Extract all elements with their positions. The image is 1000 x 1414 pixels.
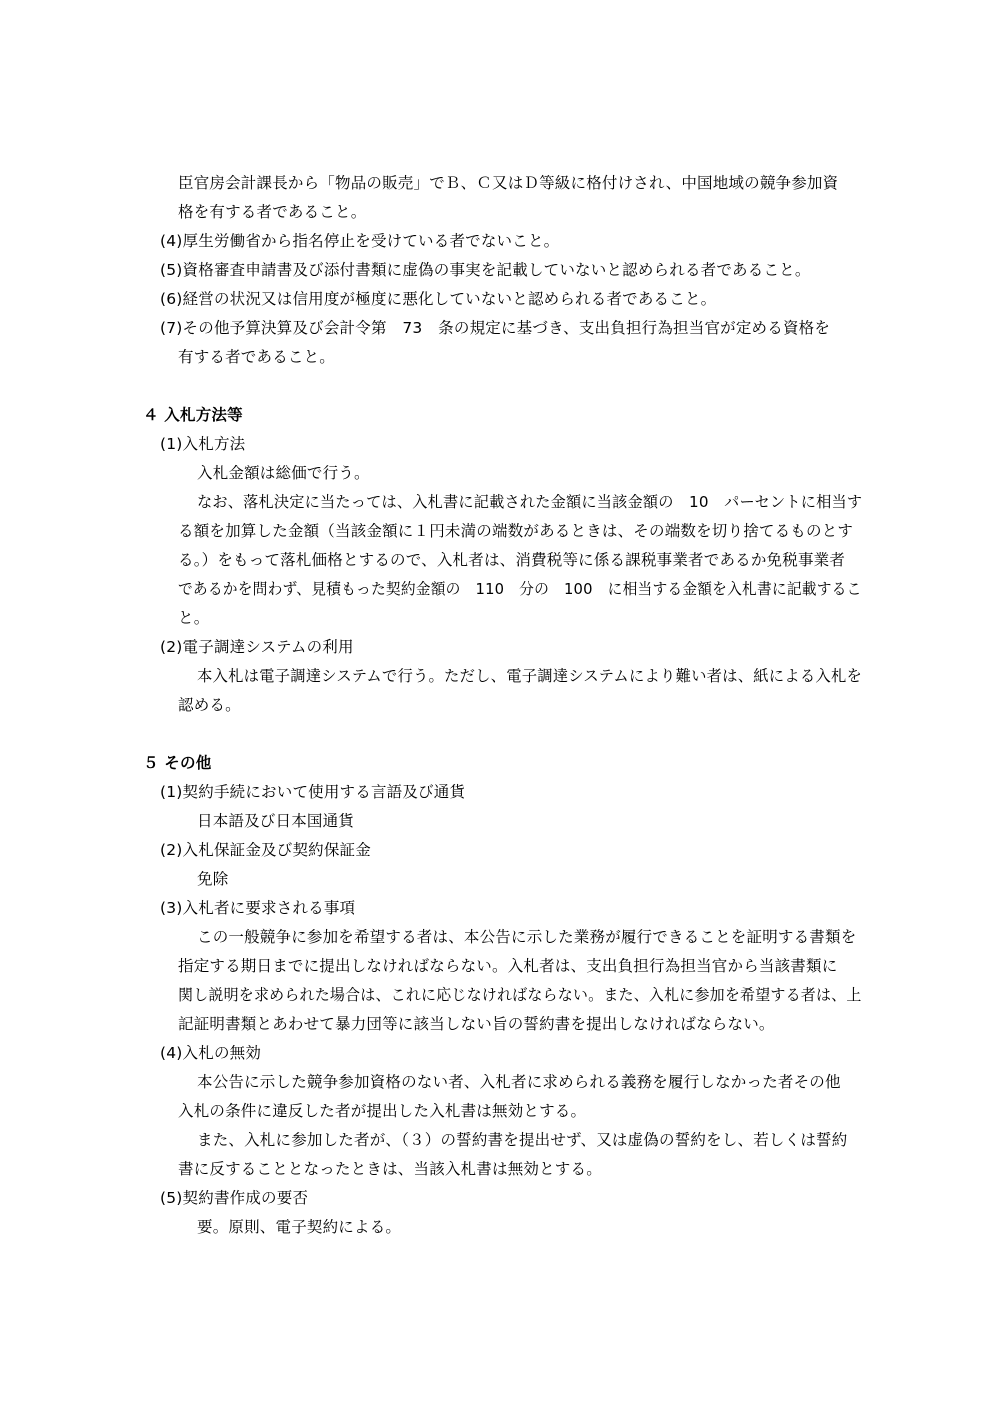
text-line: 認める。 bbox=[178, 696, 241, 714]
subsection-title: (1)契約手続において使用する言語及び通貨 bbox=[160, 783, 466, 801]
text-line: 要。原則、電子契約による。 bbox=[197, 1218, 402, 1236]
text-line: 記証明書類とあわせて暴力団等に該当しない旨の誓約書を提出しなければならない。 bbox=[178, 1015, 775, 1033]
section-heading: ４ 入札方法等 bbox=[143, 406, 243, 424]
text-line: る。）をもって落札価格とするので、入札者は、消費税等に係る課税事業者であるか免税事業者 bbox=[178, 551, 846, 569]
text-line: なお、落札決定に当たっては、入札書に記載された金額に当該金額の 10 パーセントに相当す bbox=[197, 493, 863, 511]
subsection-title: (5)契約書作成の要否 bbox=[160, 1189, 309, 1207]
subsection-title: (2)電子調達システムの利用 bbox=[160, 638, 354, 656]
text-line: 免除 bbox=[197, 870, 229, 888]
text-line: 本公告に示した競争参加資格のない者、入札者に求められる義務を履行しなかった者その他 bbox=[197, 1073, 841, 1091]
subsection-title: (3)入札者に要求される事項 bbox=[160, 899, 356, 917]
subsection-title: (2)入札保証金及び契約保証金 bbox=[160, 841, 371, 859]
text-line: 臣官房会計課長から「物品の販売」でＢ、Ｃ又はＤ等級に格付けされ、中国地域の競争参加資 bbox=[178, 174, 839, 192]
text-line: 格を有する者であること。 bbox=[178, 203, 367, 221]
text-line: 入札の条件に違反した者が提出した入札書は無効とする。 bbox=[178, 1102, 587, 1120]
section-heading: ５ その他 bbox=[143, 754, 212, 772]
text-line: この一般競争に参加を希望する者は、本公告に示した業務が履行できることを証明する書類を bbox=[197, 928, 857, 946]
subsection-title: (4)入札の無効 bbox=[160, 1044, 262, 1062]
list-item: (5)資格審査申請書及び添付書類に虚偽の事実を記載していないと認められる者であること。 bbox=[160, 261, 811, 279]
text-line: また、入札に参加した者が、（３）の誓約書を提出せず、又は虚偽の誓約をし、若しくは誓約 bbox=[197, 1131, 848, 1149]
list-item: (4)厚生労働省から指名停止を受けている者でないこと。 bbox=[160, 232, 560, 250]
text-line: 指定する期日までに提出しなければならない。入札者は、支出負担行為担当官から当該書類に bbox=[178, 957, 838, 975]
subsection-title: (1)入札方法 bbox=[160, 435, 246, 453]
text-line: 書に反することとなったときは、当該入札書は無効とする。 bbox=[178, 1160, 602, 1178]
text-line: 有する者であること。 bbox=[178, 348, 336, 366]
text-line: 入札金額は総価で行う。 bbox=[197, 464, 370, 482]
text-line: 本入札は電子調達システムで行う。ただし、電子調達システムにより難い者は、紙による入札を bbox=[197, 667, 863, 685]
text-line: る額を加算した金額（当該金額に１円未満の端数があるときは、その端数を切り捨てるものとす bbox=[178, 522, 854, 540]
list-item: (6)経営の状況又は信用度が極度に悪化していないと認められる者であること。 bbox=[160, 290, 717, 308]
text-line: 関し説明を求められた場合は、これに応じなければならない。また、入札に参加を希望する者は、上 bbox=[178, 986, 862, 1004]
text-line: 日本語及び日本国通貨 bbox=[197, 812, 355, 830]
text-line: と。 bbox=[178, 609, 210, 627]
list-item: (7)その他予算決算及び会計令第 73 条の規定に基づき、支出負担行為担当官が定める資格を bbox=[160, 319, 831, 337]
text-line: であるかを問わず、見積もった契約金額の 110 分の 100 に相当する金額を入札書に記載するこ bbox=[178, 580, 862, 598]
